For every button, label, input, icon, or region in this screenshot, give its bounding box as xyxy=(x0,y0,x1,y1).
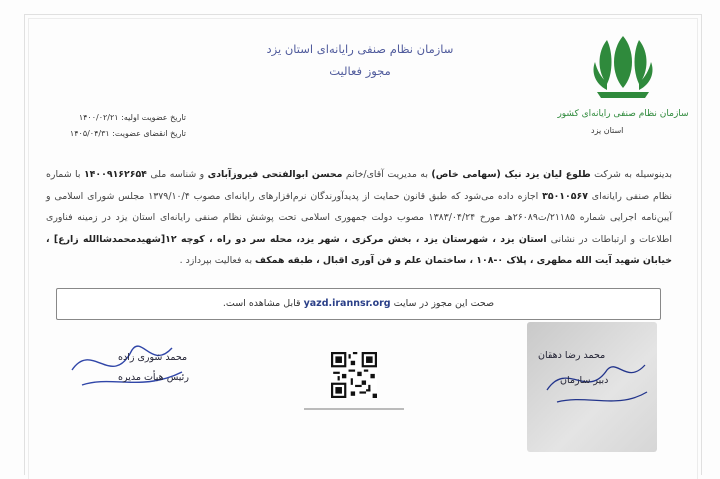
verification-box xyxy=(56,288,661,320)
verify-suffix: قابل مشاهده است. xyxy=(222,298,304,309)
qr-caption-mark xyxy=(294,404,414,414)
verify-prefix: صحت این مجوز در سایت xyxy=(390,298,495,309)
body-text-1: بدینوسیله به شرکت xyxy=(590,169,673,180)
body-text-6: به فعالیت بپردازد . xyxy=(179,255,256,266)
company-name: طلوع لیان یزد نیک (سهامی خاص) xyxy=(431,169,591,180)
license-body xyxy=(46,164,672,272)
secretary-title: دبیر سازمان xyxy=(560,375,609,386)
logo-province: استان یزد xyxy=(591,126,624,135)
membership-dates xyxy=(56,110,186,142)
secretary-name: محمد رضا دهقان xyxy=(538,350,606,361)
first-membership-date: تاریخ عضویت اولیه: ۱۴۰۰/۰۲/۲۱ xyxy=(78,113,186,122)
logo-name-text: سازمان نظام صنفی رایانه‌ای کشور xyxy=(557,109,689,119)
qr-code-icon[interactable] xyxy=(331,352,377,398)
expiry-date: تاریخ انقضای عضویت: ۱۴۰۵/۰۴/۳۱ xyxy=(69,129,186,138)
body-text-4: با شماره نظام صنفی رایانه‌ای xyxy=(46,169,672,202)
org-title: سازمان نظام صنفی رایانه‌ای استان یزد xyxy=(266,42,454,56)
chairman-signature-icon xyxy=(62,330,192,400)
guild-number: ۳۵۰۱۰۵۶۷ xyxy=(542,190,588,202)
document-subtitle: مجوز فعالیت xyxy=(329,64,391,78)
body-text-2: به مدیریت آقای/خانم xyxy=(342,169,432,180)
verification-text xyxy=(57,289,660,319)
body-text-5: اجازه داده می‌شود که طبق قانون حمایت از پدیدآورندگان نرم‌افزارهای رایانه‌ای مصوب ۱۳۷۹/۱۰/۴ مجلس شورای اسلامی و آیین‌نامه اجرایی شماره ۲۱۱۸۵/ت۲۶۰۸۹هـ مورخ ۱۳۸۳/۰۴/۲۴ مصوب دولت جمهوری اسلامی تحت پوشش نظام صنفی رایانه‌ای استان یزد در زمینه فناوری اطلاعات و ارتباطات در نشانی xyxy=(46,190,673,245)
address: استان یزد ، شهرستان یزد ، بخش مرکزی ، شهر یزد، محله سر دو راه ، کوچه ۱۲[شهیدمحمدشاالله زارع] ، خیابان شهید آیت الله مطهری ، پلاک ۰-۱۰۸ ، ساختمان علم و فن آوری اقبال ، طبقه همکف xyxy=(46,233,672,266)
verify-site-link[interactable]: yazd.irannsr.org xyxy=(303,298,391,309)
manager-name: محسن ابوالفتحی فیروزآبادی xyxy=(207,169,343,180)
body-text-3: و شناسه ملی xyxy=(146,169,208,180)
national-id: ۱۴۰۰۹۱۶۲۶۵۴ xyxy=(83,169,147,180)
chairman-name: محمد شوری زاده xyxy=(118,352,188,363)
chairman-title: رئیس هیأت مدیره xyxy=(118,372,189,383)
